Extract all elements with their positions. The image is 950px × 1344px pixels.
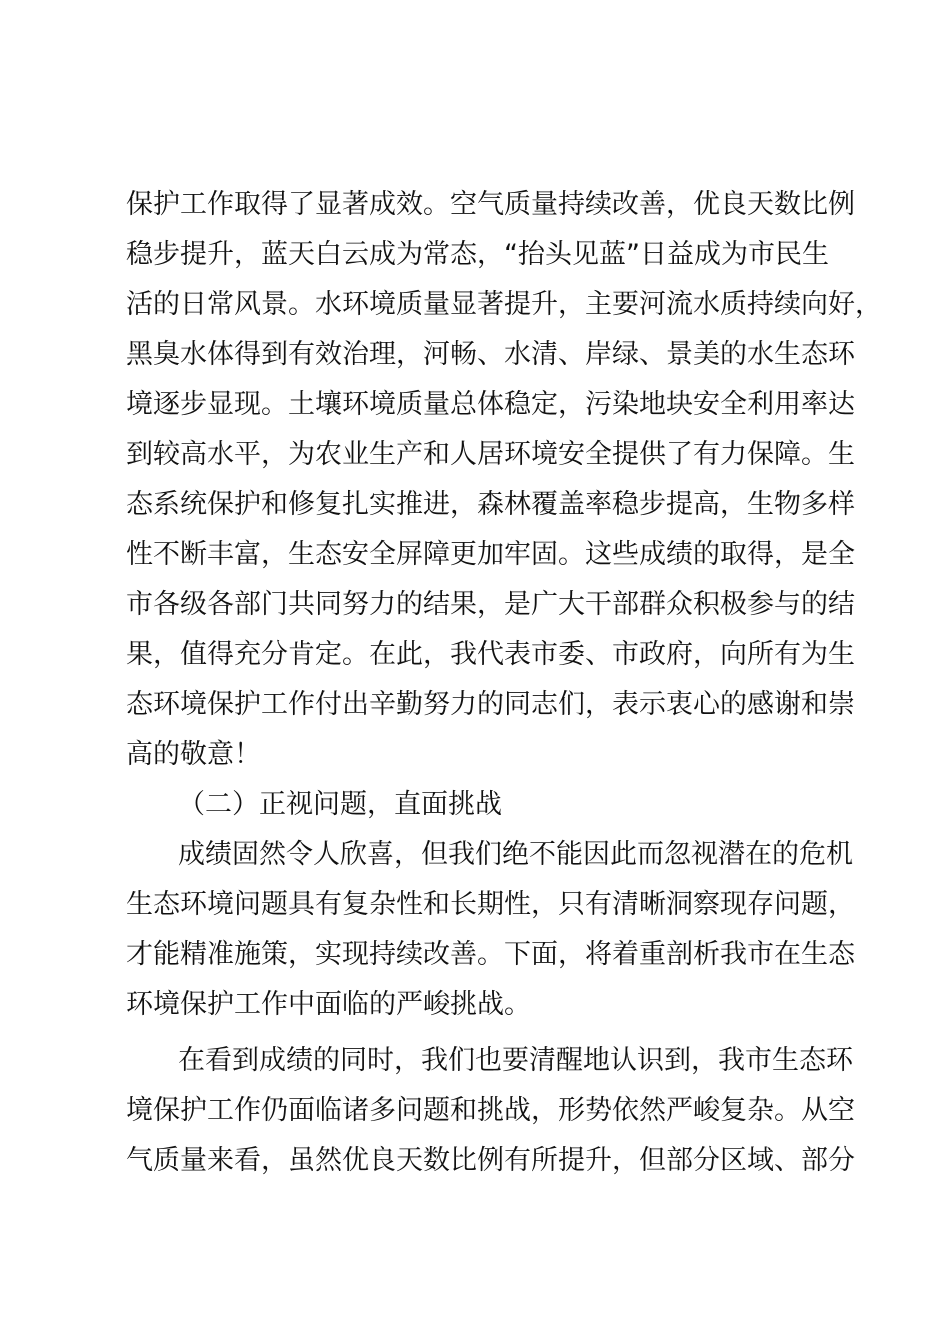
text-line: 市各级各部门共同努力的结果，是广大干部群众积极参与的结 [126,589,855,620]
text-line: 生态环境问题具有复杂性和长期性，只有清晰洞察现存问题， [126,889,855,920]
text-line: 态系统保护和修复扎实推进，森林覆盖率稳步提高，生物多样 [126,489,855,520]
text-line: 境保护工作仍面临诸多问题和挑战，形势依然严峻复杂。从空 [126,1095,855,1126]
text-line: 黑臭水体得到有效治理，河畅、水清、岸绿、景美的水生态环 [126,339,855,370]
paragraph-problems [126,1036,855,1186]
text-line: 成绩固然令人欣喜，但我们绝不能因此而忽视潜在的危机 [178,839,853,870]
text-line: 环境保护工作中面临的严峻挑战。 [126,989,531,1020]
text-line: 果，值得充分肯定。在此，我代表市委、市政府，向所有为生 [126,639,855,670]
section-heading: （二）正视问题，直面挑战 [178,789,502,820]
text-line: 稳步提升，蓝天白云成为常态，“抬头见蓝”日益成为市民生 [126,239,829,270]
text-line: 才能精准施策，实现持续改善。下面，将着重剖析我市在生态 [126,939,855,970]
text-line: 气质量来看，虽然优良天数比例有所提升，但部分区域、部分 [126,1145,855,1176]
text-line: 高的敬意！ [126,739,261,770]
text-line: 在看到成绩的同时，我们也要清醒地认识到，我市生态环 [178,1045,853,1076]
text-line: 保护工作取得了显著成效。空气质量持续改善，优良天数比例 [126,189,855,220]
text-line: 到较高水平，为农业生产和人居环境安全提供了有力保障。生 [126,439,855,470]
text-line: 态环境保护工作付出辛勤努力的同志们，表示衷心的感谢和崇 [126,689,855,720]
paragraph-challenges-intro [126,830,855,1030]
document-body [126,180,882,1186]
paragraph-achievements [126,180,882,780]
text-line: 活的日常风景。水环境质量显著提升，主要河流水质持续向好， [126,289,882,320]
text-line: 性不断丰富，生态安全屏障更加牢固。这些成绩的取得，是全 [126,539,855,570]
text-line: 境逐步显现。土壤环境质量总体稳定，污染地块安全利用率达 [126,389,855,420]
